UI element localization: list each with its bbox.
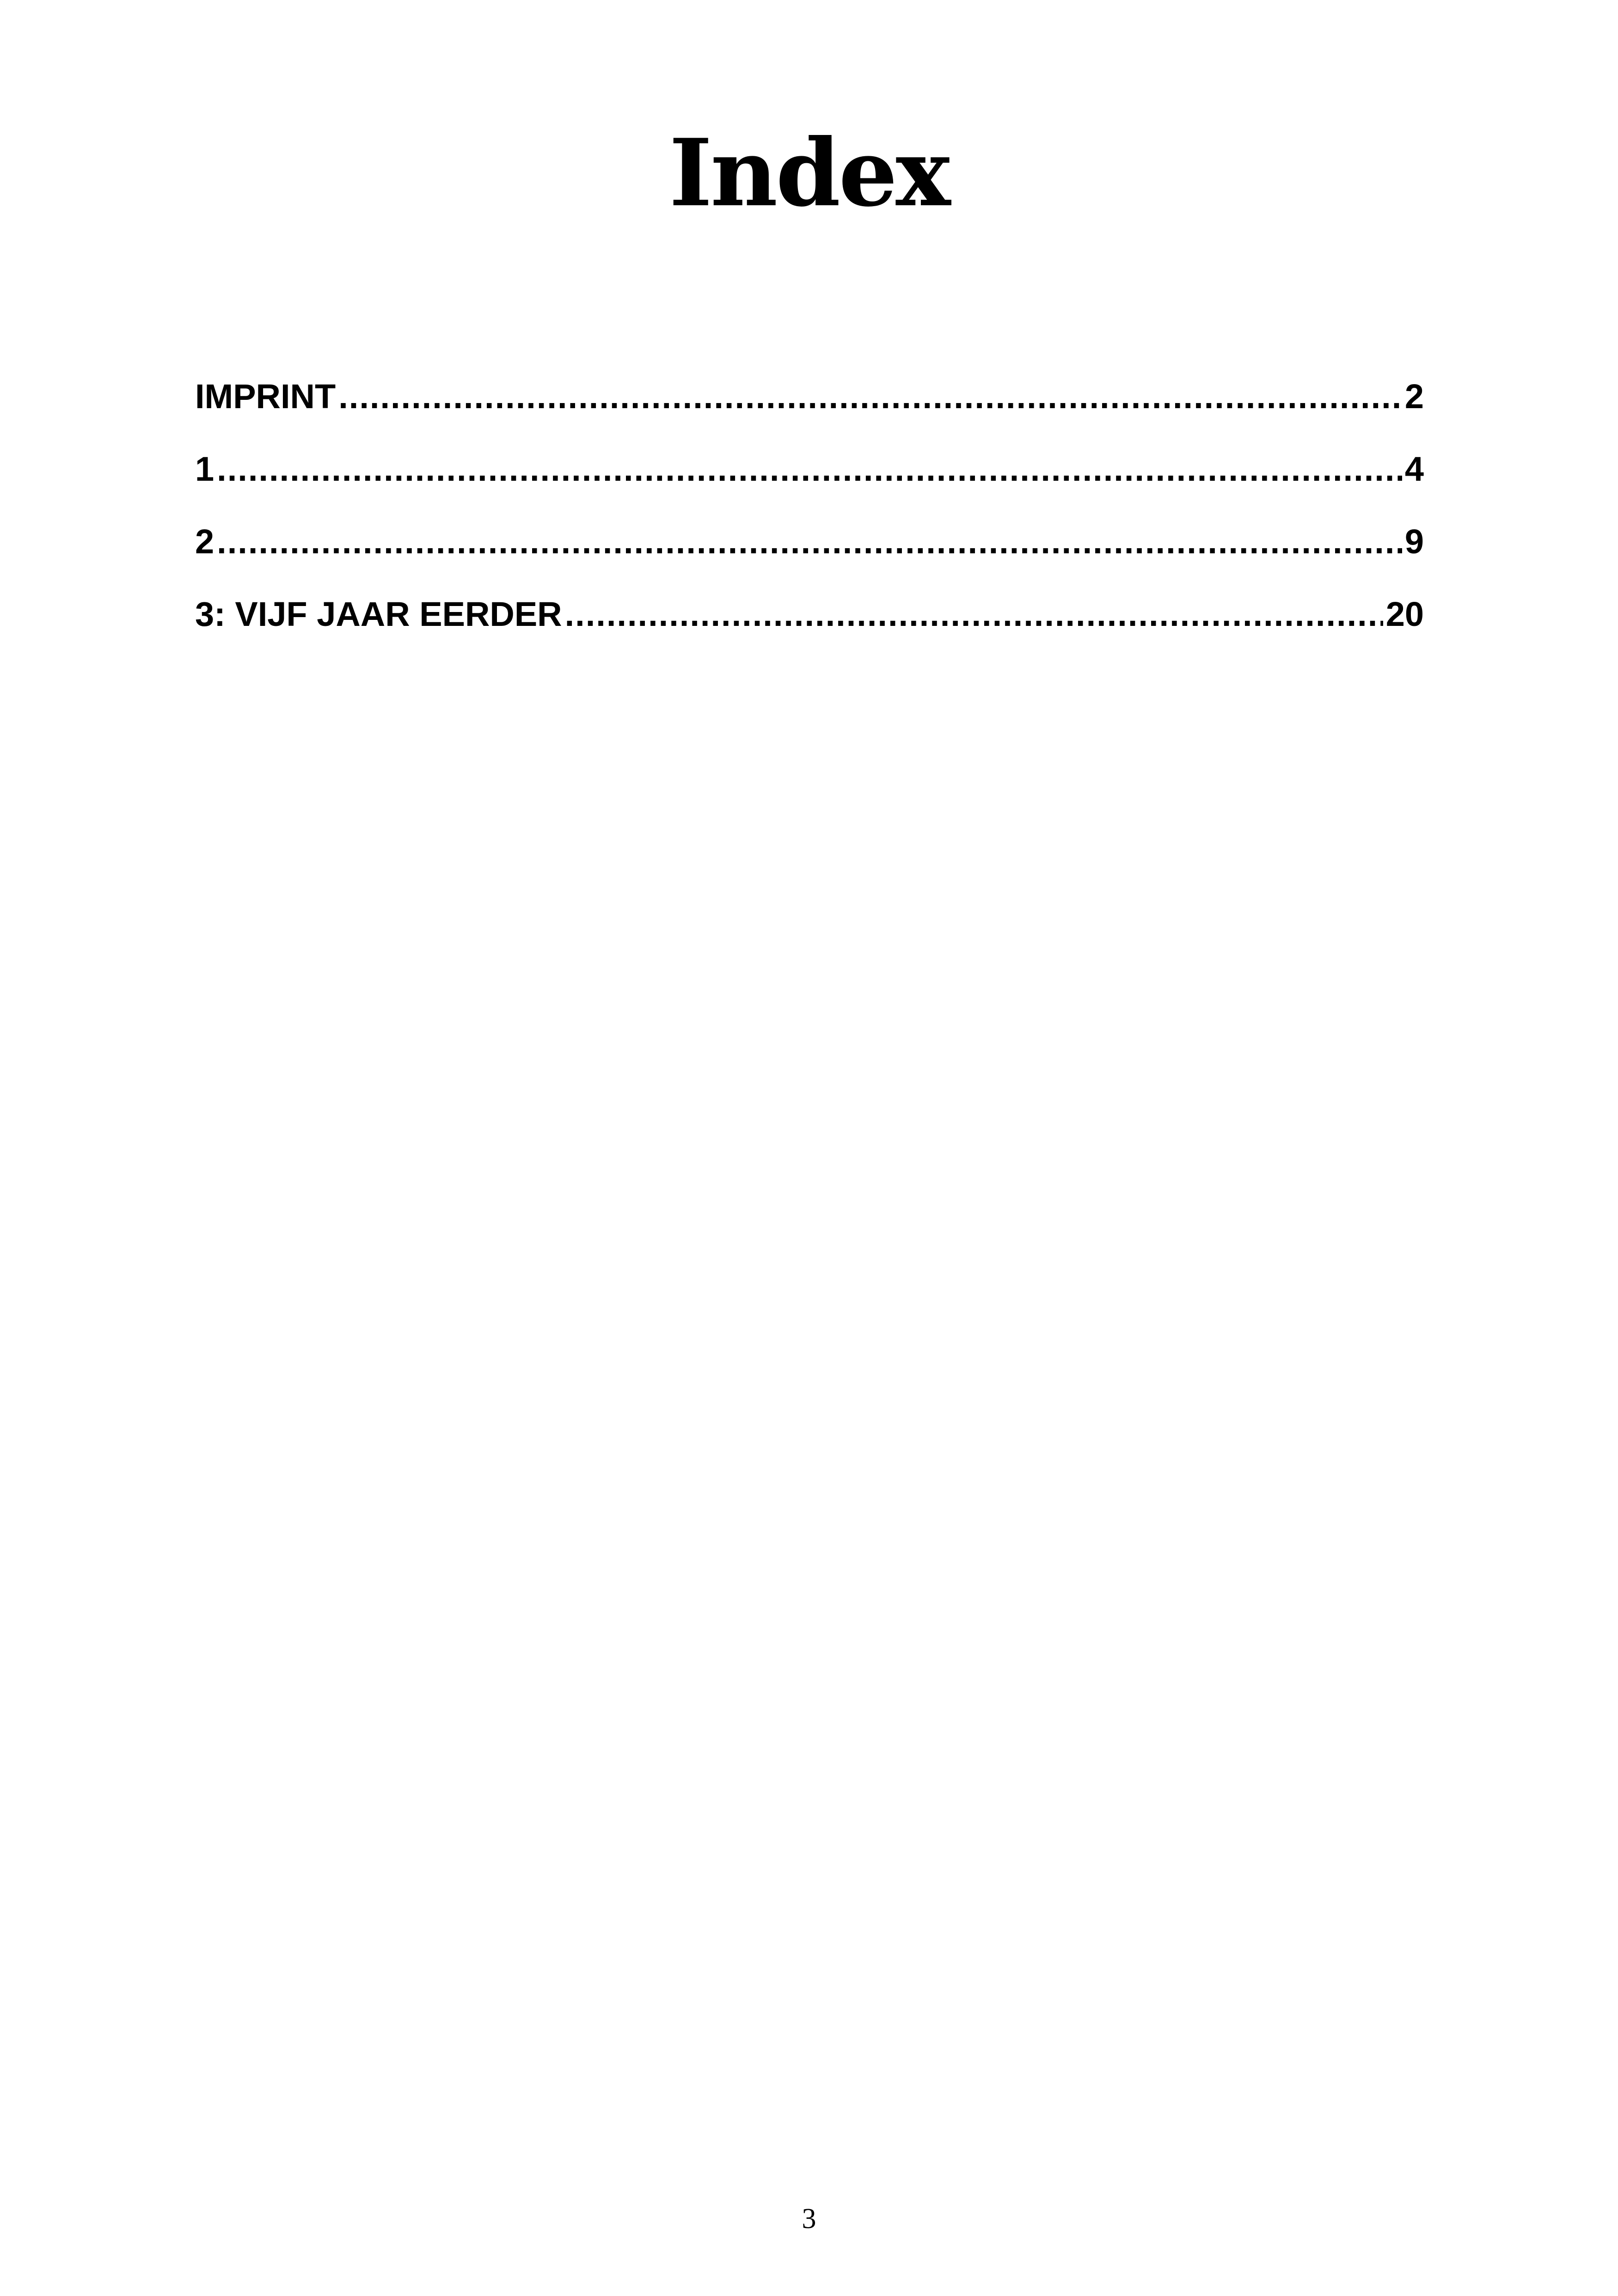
- toc-entry-imprint[interactable]: [195, 377, 1424, 449]
- page-number: 3: [802, 2203, 816, 2235]
- toc-dot-leader: [565, 594, 1383, 634]
- toc-dot-leader: [217, 449, 1402, 489]
- toc-dot-leader: [217, 522, 1402, 561]
- toc-entry-label: 2: [195, 522, 215, 561]
- toc-entry-label: IMPRINT: [195, 377, 336, 416]
- toc-entry-1[interactable]: [195, 449, 1424, 522]
- table-of-contents: [195, 377, 1424, 667]
- toc-entry-page: 4: [1404, 450, 1424, 488]
- toc-entry-label: 1: [195, 450, 215, 488]
- toc-entry-label: 3: VIJF JAAR EERDER: [195, 595, 562, 633]
- toc-entry-page: 20: [1385, 595, 1424, 633]
- toc-dot-leader: [338, 377, 1402, 416]
- toc-entry-page: 9: [1404, 522, 1424, 561]
- toc-entry-page: 2: [1404, 377, 1424, 416]
- toc-entry-vijf-jaar-eerder[interactable]: [195, 594, 1424, 667]
- page-title: Index: [669, 119, 949, 227]
- toc-entry-2[interactable]: [195, 522, 1424, 594]
